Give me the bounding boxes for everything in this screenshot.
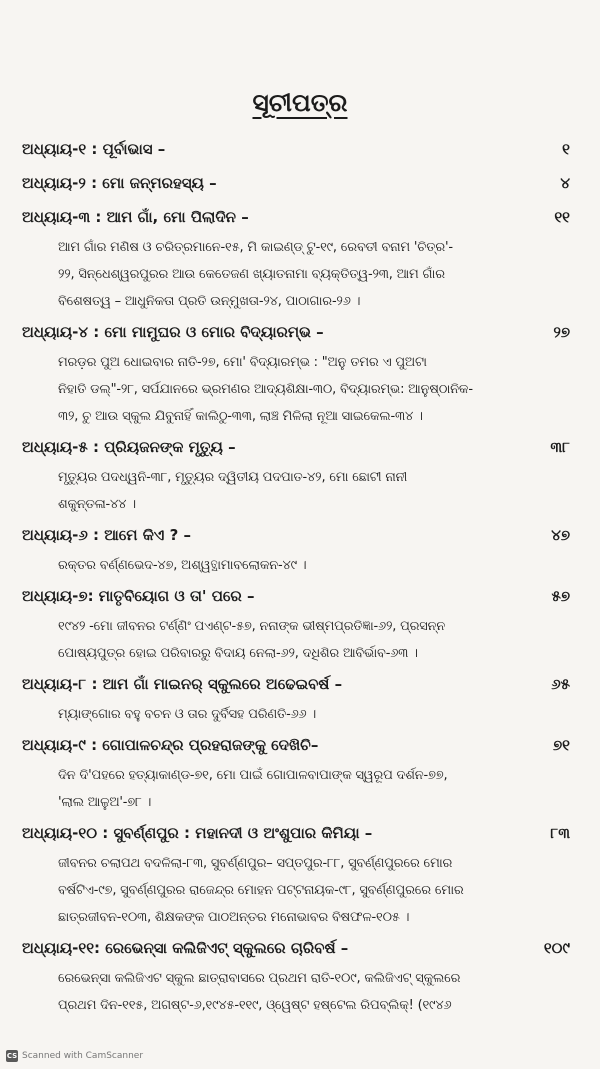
chapter-page-number: ୧୦୯ <box>543 939 570 957</box>
section-line: ପ୍ରଥମ ଦିନ-୧୧୫, ଅଗଷ୍ଟ-୬,୧୯୪୫-୧୧୯, ଓ୍ୱେଷ୍ଟ ହଷ୍ଟେଲ ରିପବ୍ଲିକ୍! (୧୯୪୬ <box>58 998 452 1013</box>
section-line: ମୃତ୍ୟୁର ପଦଧ୍ୱନି-୩୮, ମୃତ୍ୟୁର ଦ୍ୱିତୀୟ ପଦପାତ-୪୨, ମୋ ଛୋଟୀ ନାନୀ <box>58 470 408 485</box>
toc-entry <box>22 728 578 816</box>
section-line: ମ୍ୟାଙ୍ଗୋର ବହୁ ବଚନ ଓ ତାର ଦୁର୍ବିସହ ପରିଣତି-୬୬ । <box>58 707 317 722</box>
section-list <box>22 349 578 430</box>
section-list <box>22 701 578 728</box>
toc-entry <box>22 166 578 200</box>
chapter-title: ଅଧ୍ୟାୟ-୩ : ଆମ ଗାଁ, ମୋ ପିଲାଦିନ – <box>22 208 249 226</box>
toc-entry <box>22 132 578 166</box>
chapter-page-number: ୫୭ <box>551 587 570 605</box>
chapter-title: ଅଧ୍ୟାୟ-୫ : ପ୍ରିୟଜନଙ୍କ ମୃତ୍ୟୁ – <box>22 438 236 456</box>
section-line: ଶକୁନ୍ତଳା-୪୪ । <box>58 497 136 512</box>
section-line: ଦିନ ଦି'ପହରେ ହତ୍ୟାକାଣ୍ଡ-୭୧, ମୋ ପାଇଁ ଗୋପାଳବାପାଙ୍କ ସ୍ୱରୂପ ଦର୍ଶନ-୭୭, <box>58 768 448 783</box>
chapter-row <box>22 430 578 464</box>
section-line: ୩୨, ଚୁ ଆଉ ସ୍କୁଲ ଯିବୁନାହିଁ କାଲିଠୁ-୩୩, ଲାଞ୍ଚ ମିଳିଲା ନୂଆ ସାଇକେଲ-୩୪ । <box>58 409 423 424</box>
chapter-row <box>22 200 578 234</box>
chapter-page-number: ୪୭ <box>551 526 570 544</box>
section-line: ପୋଷ୍ୟପୁତ୍ର ହୋଇ ପରିବାରରୁ ବିଦାୟ ନେଲା-୬୨, ଦଧିଶିର ଆବିର୍ଭାବ-୬୩ । <box>58 646 418 661</box>
chapter-title: ଅଧ୍ୟାୟ-୧ : ପୂର୍ବାଭାସ – <box>22 140 166 158</box>
section-list <box>22 613 578 667</box>
toc-entry <box>22 315 578 430</box>
chapter-row <box>22 166 578 200</box>
chapter-row <box>22 816 578 850</box>
chapter-row <box>22 315 578 349</box>
chapter-page-number: ୧ <box>562 140 570 158</box>
table-of-contents <box>22 132 578 1019</box>
chapter-page-number: ୧୧ <box>554 208 570 226</box>
section-list <box>22 234 578 315</box>
section-line: ଜୀବନର ଚଲାପଥ ବଦଳିଲା-୮୩, ସୁବର୍ଣ୍ଣପୁର– ସପ୍ତପୁର-୮୮, ସୁବର୍ଣ୍ଣପୁରରେ ମୋର <box>58 856 453 871</box>
camscanner-icon: CS <box>6 1052 18 1060</box>
chapter-title: ଅଧ୍ୟାୟ-୭: ମାତୃବିୟୋଗ ଓ ତା' ପରେ – <box>22 587 255 605</box>
section-list <box>22 552 578 579</box>
section-list <box>22 762 578 816</box>
chapter-title: ଅଧ୍ୟାୟ-୮ : ଆମ ଗାଁ ମାଇନର୍ ସ୍କୁଲରେ ଅଢେଇବର୍ଷ – <box>22 675 343 693</box>
section-line: ମରଡ଼ର ପୁଅ ଧୋଇବାର ନାତି-୨୭, ମୋ' ବିଦ୍ୟାରମ୍ଭ : "ଅନୁ ତମର ଏ ପୁଅଟା <box>58 355 427 370</box>
toc-entry <box>22 667 578 728</box>
chapter-row <box>22 518 578 552</box>
chapter-row <box>22 667 578 701</box>
section-line: ବିଶେଷତ୍ୱ – ଆଧୁନିକତା ପ୍ରତି ଉନ୍ମୁଖତା-୨୪, ପାଠାଗାର-୨୬ । <box>58 294 361 309</box>
section-line: ଆମ ଗାଁର ମଣିଷ ଓ ଚରିତ୍ରମାନେ-୧୫, ମି କାଇଣ୍ଡ୍ ଟୁ-୧୯, ରେବତୀ ବନାମ 'ଚିତ୍ର'- <box>58 240 453 255</box>
page-title: ସୂଚୀପତ୍ର <box>252 88 348 117</box>
section-list <box>22 965 578 1019</box>
section-line: 'ଲାଲ ଆଳୁଅ'-୭୮ । <box>58 795 152 810</box>
chapter-page-number: ୭୧ <box>553 736 570 754</box>
chapter-page-number: ୪ <box>560 174 570 192</box>
chapter-title: ଅଧ୍ୟାୟ-୨ : ମୋ ଜନ୍ମରହସ୍ୟ – <box>22 174 217 192</box>
toc-entry <box>22 931 578 1019</box>
scanner-watermark <box>6 1050 143 1062</box>
section-line: ଛାତ୍ରଜୀବନ-୧୦୩, ଶିକ୍ଷକଙ୍କ ପାଠଅନ୍ତର ମନୋଭାବର ବିଷଫଳ-୧୦୫ । <box>58 910 410 925</box>
toc-entry <box>22 200 578 315</box>
chapter-row <box>22 579 578 613</box>
toc-entry <box>22 518 578 579</box>
scanner-text: Scanned with CamScanner <box>22 1051 144 1061</box>
chapter-row <box>22 931 578 965</box>
chapter-title: ଅଧ୍ୟାୟ-୧୧: ରେଭେନ୍ସା କଲିଜିଏଟ୍ ସ୍କୁଲରେ ଚାରିବର୍ଷ – <box>22 939 349 957</box>
chapter-page-number: ୨୭ <box>553 323 570 341</box>
chapter-row <box>22 728 578 762</box>
section-line: ୨୨, ସିନ୍ଧେଶ୍ୱରପୁରର ଆଉ କେତେଜଣ ଖ୍ୟାତନାମା ବ୍ୟକ୍ତିତ୍ୱ-୨୩, ଆମ ଗାଁର <box>58 267 445 282</box>
section-line: ନିହାତି ଡଲ୍"-୨୮, ସର୍ପଯାନରେ ଭ୍ରମଣର ଆଦ୍ୟଶିକ୍ଷା-୩୦, ବିଦ୍ୟାରମ୍ଭ: ଆନୁଷ୍ଠାନିକ- <box>58 382 473 397</box>
section-list <box>22 464 578 518</box>
chapter-page-number: ୬୫ <box>551 675 570 693</box>
chapter-title: ଅଧ୍ୟାୟ-୯ : ଗୋପାଳଚନ୍ଦ୍ର ପ୍ରହରାଜଙ୍କୁ ଦେଖିଚି– <box>22 736 319 754</box>
section-line: ରେଭେନ୍ସା କଲିଜିଏଟ ସ୍କୁଲ ଛାତ୍ରାବାସରେ ପ୍ରଥମ ରାତି-୧୦୯, କଲିଜିଏଟ୍ ସ୍କୁଲରେ <box>58 971 461 986</box>
chapter-page-number: ୮୩ <box>550 824 570 842</box>
toc-entry <box>22 816 578 931</box>
section-list <box>22 850 578 931</box>
chapter-title: ଅଧ୍ୟାୟ-୧୦ : ସୁବର୍ଣ୍ଣପୁର : ମହାନଦୀ ଓ ଅଂଶୁପାର କିମିୟା – <box>22 824 373 842</box>
section-line: ବର୍ଷଟିଏ-୯୭, ସୁବର୍ଣ୍ଣପୁରର ରାଜେନ୍ଦ୍ର ମୋହନ ପଟ୍ଟନାୟକ-୯୮, ସୁବର୍ଣ୍ଣପୁରରେ ମୋର <box>58 883 464 898</box>
toc-entry <box>22 430 578 518</box>
chapter-row <box>22 132 578 166</box>
section-line: ରକ୍ତର ବର୍ଣ୍ଣଭେଦ-୪୭, ଅଶ୍ୱତ୍ଥାମାବଲୋକନ-୪୯ । <box>58 558 307 573</box>
section-line: ୧୯୪୨ -ମୋ ଜୀବନର ଟର୍ଣ୍ଣିଂ ପଏଣ୍ଟ-୫୭, ନନାଙ୍କ ଭୀଷ୍ମପ୍ରତିଜ୍ଞା-୬୨, ପ୍ରସନ୍ନ <box>58 619 446 634</box>
chapter-page-number: ୩୮ <box>550 438 570 456</box>
chapter-title: ଅଧ୍ୟାୟ-୬ : ଆମେ କିଏ ? – <box>22 526 192 544</box>
toc-entry <box>22 579 578 667</box>
chapter-title: ଅଧ୍ୟାୟ-୪ : ମୋ ମାମୁଘର ଓ ମୋର ବିଦ୍ୟାରମ୍ଭ – <box>22 323 324 341</box>
